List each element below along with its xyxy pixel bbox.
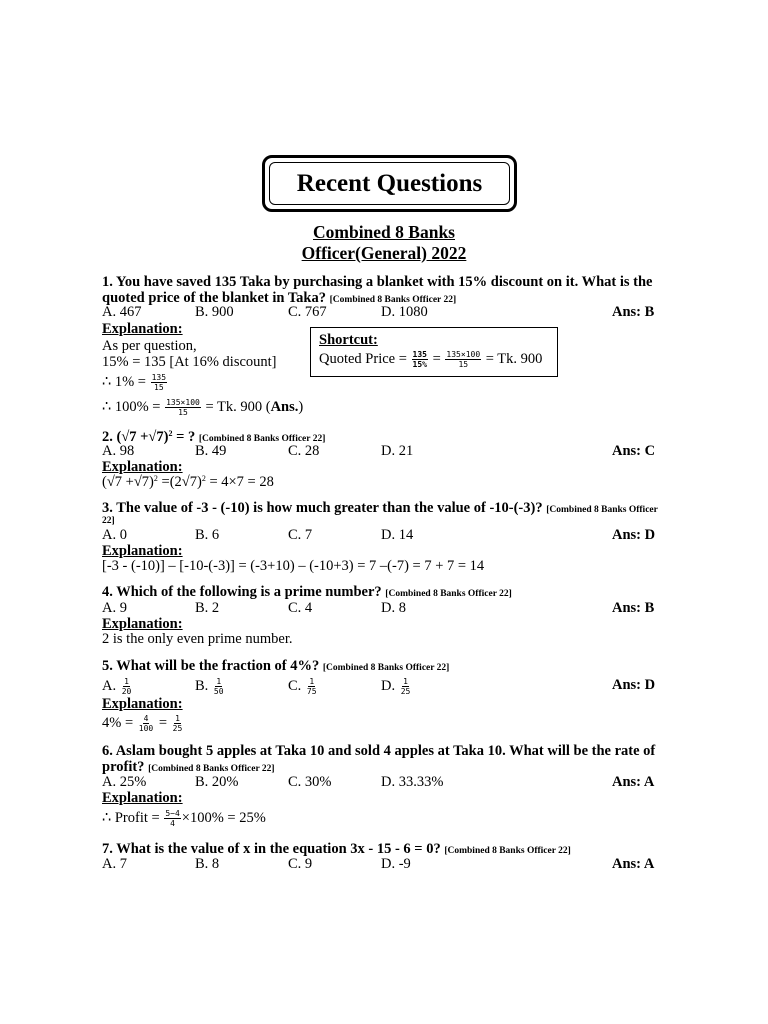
q5-b-den: 50 — [213, 687, 224, 696]
q5-exp-eq: = — [158, 714, 168, 731]
question-3 — [102, 500, 658, 518]
q5-b-num: 1 — [216, 677, 222, 686]
q1-frac2-denominator: 15 — [178, 408, 188, 417]
question-1 — [102, 274, 662, 308]
shortcut-frac2-denominator: 15 — [458, 360, 469, 369]
question-2-sup: 2 — [168, 429, 173, 438]
q6-exp-suffix: ×100% = 25% — [181, 809, 266, 826]
shortcut-fraction-2 — [445, 350, 481, 369]
q2-option-c: C. 28 — [288, 443, 320, 459]
question-2-source: [Combined 8 Banks Officer 22] — [198, 434, 326, 444]
q2-exp-a: (√7 +√7) — [102, 474, 154, 490]
shortcut-equals: = — [432, 350, 441, 367]
title-box — [262, 155, 517, 212]
q5-exp — [102, 714, 184, 733]
q2-answer: Ans: C — [612, 443, 656, 459]
q1-exp-close: ) — [298, 398, 304, 415]
q2-option-a: A. 98 — [102, 443, 135, 459]
question-7 — [102, 841, 571, 859]
q3-option-a: A. 0 — [102, 527, 127, 543]
question-1-text: 1. You have saved 135 Taka by purchasing a blanket with 15% discount on it. What is the quoted price of the blanket in Taka? — [102, 274, 653, 306]
q5-option-b — [195, 677, 226, 696]
shortcut-suffix: = Tk. 900 — [485, 350, 543, 367]
q2-exp-c: = 4×7 = 28 — [205, 474, 274, 490]
q3-exp: [-3 - (-10)] – [-10-(-3)] = (-3+10) – (-10+3) = 7 –(-7) = 7 + 7 = 14 — [102, 558, 485, 574]
q1-option-a: A. 467 — [102, 304, 142, 320]
q5-a-num: 1 — [124, 677, 129, 686]
shortcut-fraction-1 — [412, 350, 428, 369]
q2-exp-sup1: 2 — [153, 474, 158, 483]
q2-exp-sup2: 2 — [201, 474, 206, 483]
shortcut-frac1-numerator: 135 — [412, 350, 427, 359]
q5-exp-fraction-1 — [138, 714, 154, 733]
question-3-source: [Combined 8 Banks Officer — [546, 505, 658, 515]
q6-option-c: C. 30% — [288, 774, 332, 790]
q7-option-b: B. 8 — [195, 856, 220, 872]
q1-explanation-label: Explanation: — [102, 321, 183, 337]
shortcut-frac2-numerator: 135×100 — [446, 350, 481, 359]
q1-fraction-1 — [151, 373, 167, 392]
q6-exp-prefix: ∴ Profit = — [102, 809, 160, 826]
q1-exp-line4 — [102, 398, 303, 417]
question-3-source-cont: 22] — [102, 516, 115, 526]
q1-frac2-numerator: 135×100 — [166, 398, 200, 407]
q1-exp-line1: As per question, — [102, 338, 197, 354]
subtitle-line2: Officer(General) 2022 — [301, 243, 467, 263]
q4-explanation-label: Explanation: — [102, 616, 183, 632]
q5-exp-f1-den: 100 — [138, 724, 154, 733]
q5-explanation-label: Explanation: — [102, 696, 183, 712]
q1-fraction-2 — [165, 398, 201, 417]
q1-answer: Ans: B — [612, 304, 655, 320]
q5-option-d-label: D. — [381, 677, 396, 694]
shortcut-formula — [319, 350, 542, 369]
q3-answer: Ans: D — [612, 527, 656, 543]
q6-exp-num: 5−4 — [165, 809, 180, 818]
q6-explanation-label: Explanation: — [102, 790, 183, 806]
q1-exp-line2: 15% = 135 [At 16% discount] — [102, 354, 277, 370]
q4-answer: Ans: B — [612, 600, 655, 616]
q4-option-a: A. 9 — [102, 600, 127, 616]
q5-option-a-label: A. — [102, 677, 117, 694]
q5-exp-prefix: 4% = — [102, 714, 134, 731]
q2-explanation-label: Explanation: — [102, 459, 183, 475]
q4-option-b: B. 2 — [195, 600, 220, 616]
q5-option-a — [102, 677, 133, 696]
question-3-text: 3. The value of -3 - (-10) is how much greater than the value of -10-(-3)? — [102, 500, 543, 516]
q1-exp-ans: Ans. — [270, 398, 299, 415]
q1-exp-line4-prefix: ∴ 100% = — [102, 398, 161, 415]
q7-option-c: C. 9 — [288, 856, 313, 872]
q5-option-b-label: B. — [195, 677, 209, 694]
question-5 — [102, 658, 449, 676]
q6-option-d: D. 33.33% — [381, 774, 444, 790]
q5-option-d — [381, 677, 412, 696]
q5-option-c-fraction — [306, 677, 318, 696]
q5-option-d-fraction — [400, 677, 412, 696]
q6-option-b: B. 20% — [195, 774, 239, 790]
q2-option-d: D. 21 — [381, 443, 414, 459]
q6-exp — [102, 809, 266, 828]
question-7-text: 7. What is the value of x in the equation 3x - 15 - 6 = 0? — [102, 841, 441, 857]
q3-option-b: B. 6 — [195, 527, 220, 543]
q4-option-d: D. 8 — [381, 600, 406, 616]
page-title: Recent Questions — [269, 162, 510, 205]
q5-exp-fraction-2 — [172, 714, 184, 733]
q5-option-a-fraction — [121, 677, 133, 696]
q5-a-den: 20 — [121, 687, 132, 696]
q2-exp — [102, 474, 274, 490]
question-2-suffix: = ? — [172, 429, 196, 445]
q2-exp-b: =(2√7) — [157, 474, 202, 490]
q5-exp-f2-num: 1 — [175, 714, 180, 723]
q5-exp-f2-den: 25 — [172, 724, 183, 733]
question-6-line1: 6. Aslam bought 5 apples at Taka 10 and sold 4 apples at Taka 10. What will be the rate of — [102, 743, 656, 759]
q4-exp: 2 is the only even prime number. — [102, 631, 293, 647]
q5-c-num: 1 — [309, 677, 315, 686]
question-7-source: [Combined 8 Banks Officer 22] — [444, 846, 571, 856]
q1-option-c: C. 767 — [288, 304, 327, 320]
q7-option-a: A. 7 — [102, 856, 127, 872]
q5-exp-f1-num: 4 — [143, 714, 149, 723]
q5-d-num: 1 — [403, 677, 408, 686]
q5-option-c-label: C. — [288, 677, 302, 694]
question-5-text: 5. What will be the fraction of 4%? — [102, 658, 320, 674]
q6-option-a: A. 25% — [102, 774, 147, 790]
question-6-source: [Combined 8 Banks Officer 22] — [148, 764, 275, 774]
q4-option-c: C. 4 — [288, 600, 313, 616]
question-4-source: [Combined 8 Banks Officer 22] — [385, 589, 512, 599]
q5-option-c — [288, 677, 319, 696]
q5-option-b-fraction — [213, 677, 225, 696]
shortcut-frac1-denominator: 15% — [412, 360, 427, 369]
q1-exp-line3-prefix: ∴ 1% = — [102, 373, 146, 390]
q1-frac1-denominator: 15 — [154, 383, 164, 392]
q1-exp-line4-suffix: = Tk. 900 ( — [205, 398, 271, 415]
question-6-text-l2: profit? — [102, 759, 145, 775]
q6-exp-fraction — [164, 809, 180, 828]
q6-answer: Ans: A — [612, 774, 655, 790]
question-5-source: [Combined 8 Banks Officer 22] — [322, 663, 450, 673]
shortcut-box — [310, 327, 558, 377]
shortcut-label: Shortcut: — [319, 332, 378, 348]
q1-option-d: D. 1080 — [381, 304, 428, 320]
q6-exp-den: 4 — [170, 819, 175, 828]
q3-option-d: D. 14 — [381, 527, 414, 543]
q1-exp-line3 — [102, 373, 168, 392]
q7-option-d: D. -9 — [381, 856, 411, 872]
q1-option-b: B. 900 — [195, 304, 234, 320]
shortcut-prefix: Quoted Price = — [319, 350, 407, 367]
q5-c-den: 75 — [306, 687, 317, 696]
q5-answer: Ans: D — [612, 677, 656, 693]
question-4-text: 4. Which of the following is a prime number? — [102, 584, 382, 600]
q5-d-den: 25 — [400, 687, 411, 696]
q3-option-c: C. 7 — [288, 527, 313, 543]
q1-frac1-numerator: 135 — [151, 373, 167, 382]
subtitle-line1: Combined 8 Banks — [313, 222, 455, 242]
question-1-source: [Combined 8 Banks Officer 22] — [329, 295, 457, 305]
q2-option-b: B. 49 — [195, 443, 227, 459]
q7-answer: Ans: A — [612, 856, 655, 872]
q3-explanation-label: Explanation: — [102, 543, 183, 559]
question-2-prefix: 2. (√7 +√7) — [102, 429, 169, 445]
